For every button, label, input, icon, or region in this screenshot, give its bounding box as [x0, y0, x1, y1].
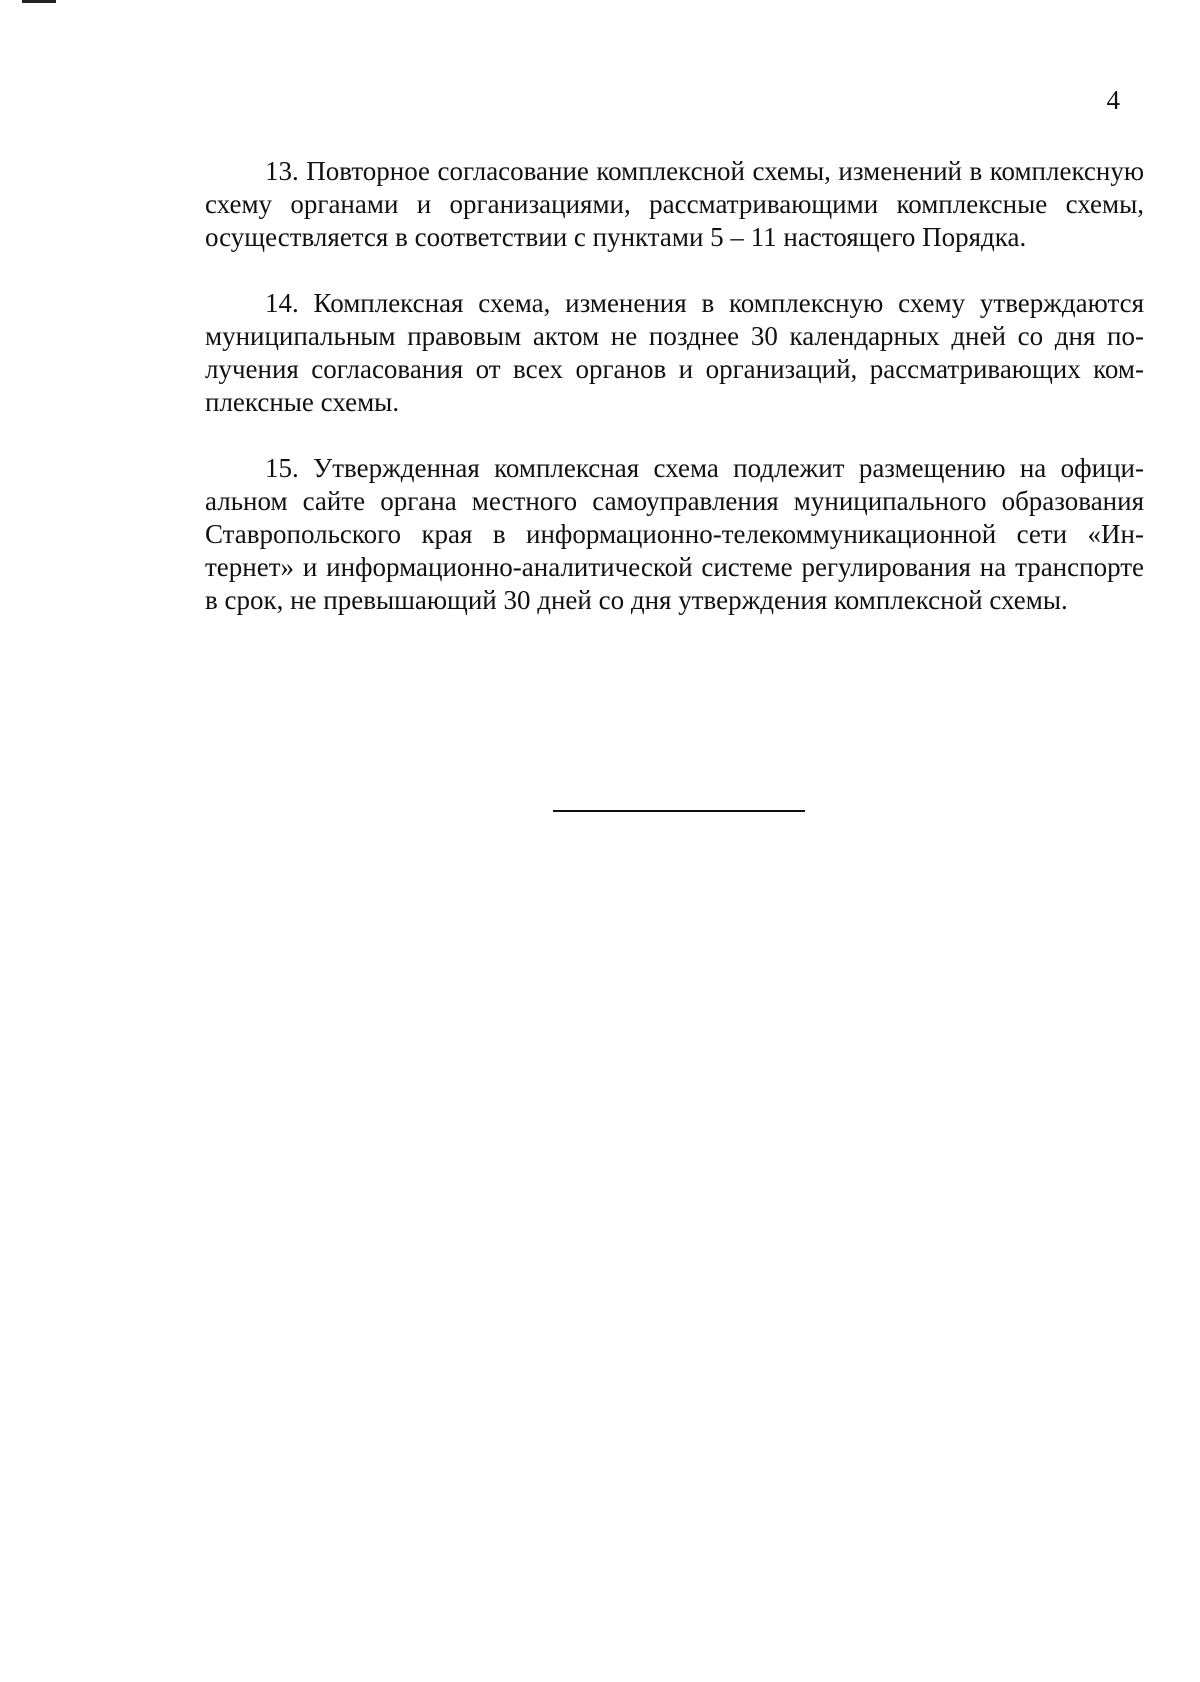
page-number: 4: [1106, 85, 1120, 115]
paragraph-13: 13. Повторное согласование комплексной схемы, изменений в комплексную схему органами и организациями, рассматривающими комплексные схемы, осуществляется в соответствии с пунктами 5 – 11 настоящего Порядка.: [205, 156, 1144, 252]
document-body: [205, 155, 1144, 650]
paragraph-14: 14. Комплексная схема, изменения в комплексную схему утверждаются муниципальным правовым актом не позднее 30 календарных дней со дня получения согласования от всех органов и организаций, рассматривающих комплексные схемы.: [205, 288, 1144, 417]
scan-corner-mark: [22, 0, 56, 3]
paragraph-15: 15. Утвержденная комплексная схема подлежит размещению на официальном сайте органа местного самоуправления муниципального образования Ставропольского края в информационно-телекоммуникационной сети «Интернет» и информационно-аналитической системе регулирования на транспорте в срок, не превышающий 30 дней со дня утверждения комплексной схемы.: [205, 453, 1144, 615]
end-of-document-line: [553, 810, 805, 812]
